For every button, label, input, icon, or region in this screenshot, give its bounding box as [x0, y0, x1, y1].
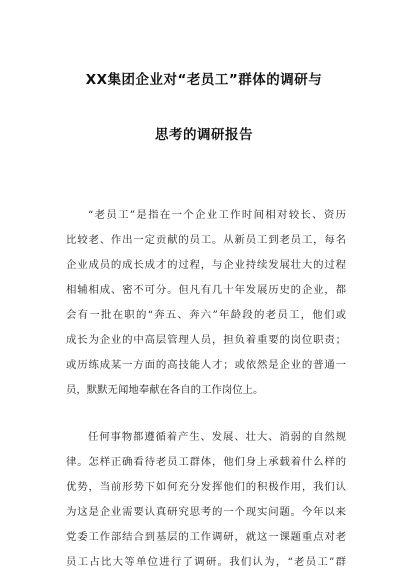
paragraph-1-line: 或历练成某一方面的高技能人才；或依然是企业的普通一: [66, 359, 346, 371]
paragraph-2-line: 优势，当前形势下如何充分发挥他们的积极作用，我们认: [66, 481, 346, 493]
document-title-line-2: 思考的调研报告: [155, 127, 253, 143]
paragraph-1-line: 成长为企业的中高层管理人员，担负着重要的岗位职责；: [66, 334, 346, 346]
paragraph-1-line: 比较老、作出一定贡献的员工。从新员工到老员工，每名: [66, 234, 346, 246]
paragraph-2-line: 律。怎样正确看待老员工群体，他们身上承载着什么样的: [66, 456, 346, 468]
paragraph-1-line: 企业成员的成长成才的过程，与企业持续发展壮大的过程: [66, 259, 346, 271]
document-title-line-1: XX集团企业对“老员工”群体的调研与: [85, 72, 323, 88]
paragraph-1-line: 会有一批在职的“奔五、奔六”年龄段的老员工，他们或: [66, 309, 346, 321]
paragraph-2-line: 员工占比大等单位进行了调研。我们认为，“老员工”群: [66, 556, 346, 568]
paragraph-2-line: 任何事物都遵循着产生、发展、壮大、消弱的自然规: [88, 431, 346, 443]
paragraph-2-line: 党委工作部结合到基层的工作调研，就这一课题重点对老: [66, 531, 346, 543]
paragraph-1-line: 相辅相成、密不可分。但凡有几十年发展历史的企业，都: [66, 284, 346, 296]
paragraph-1-line: 员，默默无闻地奉献在各自的工作岗位上。: [66, 384, 264, 396]
paragraph-2-line: 为这是企业需要认真研究思考的一个现实问题。今年以来: [66, 506, 346, 518]
paragraph-1-line: “老员工”是指在一个企业工作时间相对较长、资历: [88, 209, 346, 221]
